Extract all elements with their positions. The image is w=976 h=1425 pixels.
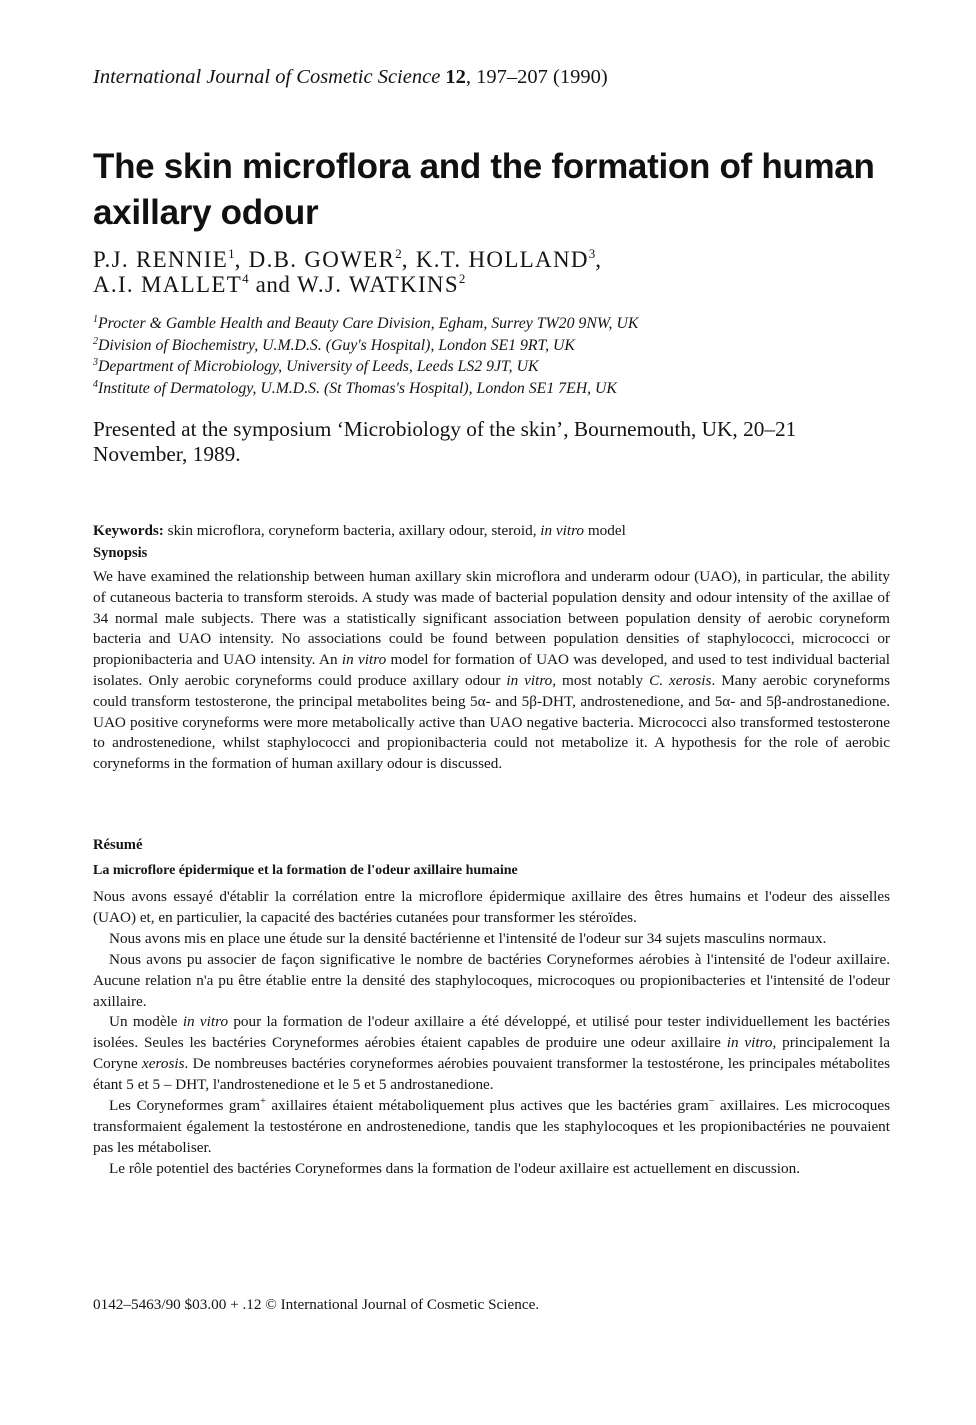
affiliation-marker: 2: [93, 335, 98, 347]
keywords-text: skin microflora, coryneform bacteria, axillary odour, steroid,: [167, 522, 537, 539]
resume-paragraph: Le rôle potentiel des bactéries Coryneformes dans la formation de l'odeur axillaire est actuellement en discussion.: [109, 1159, 801, 1177]
resume-sup: +: [260, 1096, 266, 1107]
author-affil-marker: 2: [395, 246, 402, 261]
author-affil-marker: 3: [588, 246, 596, 261]
synopsis-text: , most notably: [552, 671, 644, 689]
affiliation-text: Institute of Dermatology, U.M.D.S. (St Thomas's Hospital), London SE1 7EH, UK: [98, 379, 617, 397]
keywords-italic: in vitro: [540, 522, 585, 539]
author-name: K.T. HOLLAND: [415, 247, 589, 272]
resume-body: [93, 887, 890, 1180]
journal-volume: 12: [445, 66, 466, 88]
authors-and: and: [255, 272, 291, 297]
journal-citation: [93, 66, 608, 89]
resume-heading: Résumé: [93, 837, 143, 853]
article-title: The skin microflora and the formation of human axillary odour: [93, 147, 875, 232]
affiliation-marker: 1: [93, 314, 98, 325]
resume-paragraph: [93, 1012, 890, 1096]
synopsis-italic: in vitro: [341, 651, 387, 669]
affiliation-marker: 4: [93, 378, 98, 390]
author-line-2: [93, 272, 602, 297]
synopsis-italic: in vitro: [506, 671, 553, 689]
resume-subheading: La microflore épidermique et la formation de l'odeur axillaire humaine: [93, 863, 518, 878]
resume-text: axillaires étaient métaboliquement plus actives que les bactéries gram: [265, 1097, 709, 1115]
author-affil-marker: 1: [228, 246, 235, 261]
synopsis-text: model for formation of UAO was developed, and used to test individual bacterial isolates. Only aerobic coryneforms could produce axillary odour: [93, 651, 891, 689]
affiliation-text: Division of Biochemistry, U.M.D.S. (Guy's Hospital), London SE1 9RT, UK: [98, 336, 575, 354]
resume-text: Un modèle: [109, 1013, 178, 1031]
keywords-line: [93, 521, 626, 541]
journal-pages-year: , 197–207 (1990): [465, 66, 608, 88]
author-affil-marker: 2: [458, 271, 466, 286]
affiliation-item: [93, 335, 638, 357]
author-name: D.B. GOWER: [248, 247, 396, 272]
resume-italic: in vitro: [182, 1013, 229, 1031]
author-name: W.J. WATKINS: [297, 272, 459, 297]
resume-text: pour la formation de l'odeur axillaire a été développé, et utilisé pour tester individuellement les bactéries isolées. Seules les bactéries Coryneformes aérobies étaient capables de produire une odeur axillaire: [93, 1013, 891, 1052]
resume-text: Les Coryneformes gram: [109, 1097, 261, 1115]
resume-paragraph: [93, 1096, 890, 1159]
journal-name: International Journal of Cosmetic Science: [93, 66, 441, 88]
resume-italic: in vitro: [726, 1034, 773, 1052]
author-affil-marker: 4: [242, 271, 249, 286]
keywords-label: Keywords:: [93, 522, 164, 539]
resume-paragraph: Nous avons pu associer de façon significative le nombre de bactéries Coryneformes aérobies à l'intensité de l'odeur axillaire. Aucune relation n'a pu être établie entre la densité des staphylocoques, microcoques ou propionibacteries et l'intensité de l'odeur axillaire.: [93, 950, 890, 1010]
affiliation-item: [93, 378, 638, 400]
author-name: A.I. MALLET: [93, 272, 243, 297]
affiliation-item: [93, 356, 638, 378]
presented-note: Presented at the symposium ‘Microbiology of the skin’, Bournemouth, UK, 20–21 November, 1989.: [93, 417, 797, 466]
keywords-tail: model: [587, 522, 626, 539]
affiliation-text: Department of Microbiology, University of Leeds, Leeds LS2 9JT, UK: [98, 358, 539, 375]
resume-paragraph: Nous avons essayé d'établir la corrélation entre la microflore épidermique axillaire des êtres humains et l'odeur des aisselles (UAO) et, en particulier, la capacité des bactéries cutanées pour transformer les stéroïdes.: [93, 888, 890, 926]
resume-text: axillaires. Les microcoques transformaient également la testostérone en androstenedione, tandis que les staphylocoques et les propionibactéries ne pouvaient pas les métaboliser.: [93, 1097, 890, 1156]
resume-sup: −: [708, 1096, 715, 1107]
author-line-1: P.J. RENNIE$^1$, D.B. GOWER$^2$, K.T. HOLLAND$^3$,: [93, 246, 603, 272]
synopsis-heading: Synopsis: [93, 545, 148, 561]
author-name: P.J. RENNIE: [93, 247, 229, 272]
resume-text: , principalement la Coryne: [93, 1034, 891, 1073]
affiliation-text: Procter & Gamble Health and Beauty Care Division, Egham, Surrey TW20 9NW, UK: [98, 315, 639, 332]
resume-paragraph: Nous avons mis en place une étude sur la densité bactérienne et l'intensité de l'odeur sur 34 sujets masculins normaux.: [109, 929, 827, 947]
affiliation-list: [93, 313, 638, 399]
author-list: [93, 247, 602, 297]
synopsis-italic: C. xerosis: [649, 671, 712, 689]
affiliation-item: [93, 313, 638, 335]
copyright-footer: 0142–5463/90 $03.00 + .12 © International Journal of Cosmetic Science.: [93, 1296, 540, 1313]
synopsis-body: [93, 567, 890, 775]
resume-text: . De nombreuses bactéries coryneformes aérobies pouvaient transformer la testostérone, les principales métabolites étant 5 et 5 – DHT, l'androstenedione et le 5 et 5 androstanedione.: [93, 1055, 891, 1094]
resume-italic: xerosis: [142, 1055, 185, 1073]
synopsis-text: We have examined the relationship between human axillary skin microflora and underarm odour (UAO), in particular, the ability of cutaneous bacteria to transform steroids. A study was made of bacterial population density and odour intensity of the axillae of 34 normal male subjects. There was a statistically significant association between population density of aerobic coryneform bacteria and UAO intensity. No associations could be found between population densities of staphylococci, micrococci or propionibacteria and UAO intensity. An: [93, 568, 890, 669]
synopsis-text: . Many aerobic coryneforms could transform testosterone, the principal metabolites being 5α- and 5β-DHT, androstenedione, and 5α- and 5β-androstanedione. UAO positive coryneforms were more metabolically active than UAO negative bacteria. Micrococci also transformed testosterone to androstenedione, whilst staphylococci and propionibacteria could not metabolize it. A hypothesis for the role of aerobic coryneforms in the formation of human axillary odour is discussed.: [93, 671, 891, 773]
affiliation-marker: 3: [93, 357, 98, 368]
